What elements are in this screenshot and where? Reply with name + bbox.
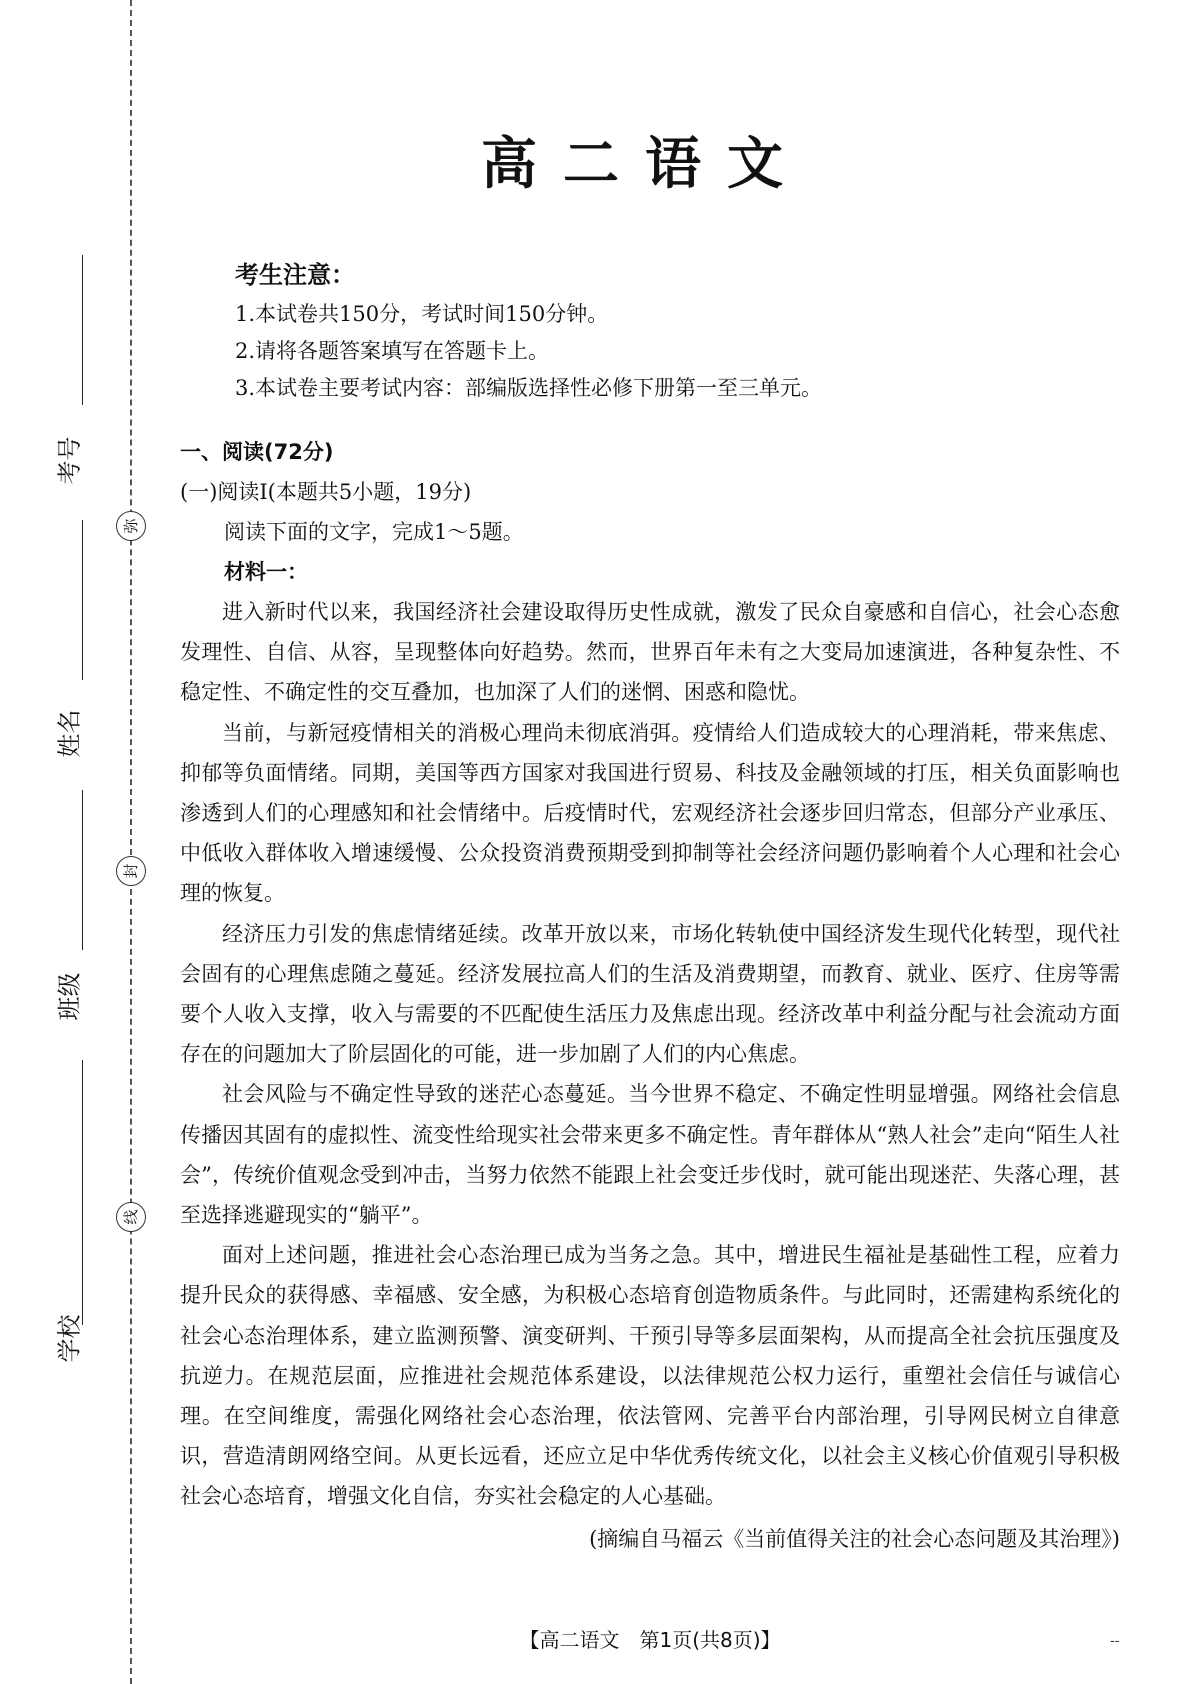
class-line [82, 790, 83, 950]
seal-dashed-line [130, 0, 132, 1684]
notice-item: 1.本试卷共150分，考试时间150分钟。 [235, 302, 609, 326]
notice-heading: 考生注意： [235, 261, 355, 289]
exam-number-label: 考号 [55, 436, 84, 485]
notice-item: 3.本试卷主要考试内容：部编版选择性必修下册第一至三单元。 [235, 376, 823, 400]
name-label: 姓名 [55, 709, 84, 758]
class-label: 班级 [55, 972, 84, 1021]
binding-strip [0, 0, 170, 1684]
notice-item: 2.请将各题答案填写在答题卡上。 [235, 339, 550, 363]
name-line [82, 520, 83, 680]
school-line [82, 1060, 83, 1325]
footer-mark: -- [1110, 1633, 1120, 1649]
exam-number-line [82, 255, 83, 405]
seal-mark-feng: 封 [116, 856, 146, 886]
material-paragraph: 社会风险与不确定性导致的迷茫心态蔓延。当今世界不稳定、不确定性明显增强。网络社会信息传播因其固有的虚拟性、流变性给现实社会带来更多不确定性。青年群体从“熟人社会”走向“陌生人社会”，传统价值观念受到冲击，当努力依然不能跟上社会变迁步伐时，就可能出现迷茫、失落心理，甚至选择逃避现实的“躺平”。 [180, 1082, 1120, 1228]
material-paragraph: 面对上述问题，推进社会心态治理已成为当务之急。其中，增进民生福祉是基础性工程，应着力提升民众的获得感、幸福感、安全感，为积极心态培育创造物质条件。与此同时，还需建构系统化的社会心态治理体系，建立监测预警、演变研判、干预引导等多层面架构，从而提高全社会抗压强度及抗逆力。在规范层面，应推进社会规范体系建设，以法律规范公权力运行，重塑社会信任与诚信心理。在空间维度，需强化网络社会心态治理，依法管网、完善平台内部治理，引导网民树立自律意识，营造清朗网络空间。从更长远看，还应立足中华优秀传统文化，以社会主义核心价值观引导积极社会心态培育，增强文化自信，夯实社会稳定的人心基础。 [180, 1243, 1120, 1509]
reading-instruction: 阅读下面的文字，完成1～5题。 [224, 520, 524, 544]
section-heading: 一、阅读(72分) [180, 440, 334, 464]
material-label: 材料一： [224, 560, 308, 584]
material-paragraph: 当前，与新冠疫情相关的消极心理尚未彻底消弭。疫情给人们造成较大的心理消耗，带来焦虑、抑郁等负面情绪。同期，美国等西方国家对我国进行贸易、科技及金融领域的打压，相关负面影响也渗透到人们的心理感知和社会情绪中。后疫情时代，宏观经济社会逐步回归常态，但部分产业承压、中低收入群体收入增速缓慢、公众投资消费预期受到抑制等社会经济问题仍影响着个人心理和社会心理的恢复。 [180, 720, 1120, 906]
material-source: (摘编自马福云《当前值得关注的社会心态问题及其治理》) [589, 1526, 1120, 1551]
material-paragraph: 进入新时代以来，我国经济社会建设取得历史性成就，激发了民众自豪感和自信心，社会心态愈发理性、自信、从容，呈现整体向好趋势。然而，世界百年未有之大变局加速演进，各种复杂性、不稳定性、不确定性的交互叠加，也加深了人们的迷惘、困惑和隐忧。 [180, 600, 1120, 705]
material-paragraph: 经济压力引发的焦虑情绪延续。改革开放以来，市场化转轨使中国经济发生现代化转型，现代社会固有的心理焦虑随之蔓延。经济发展拉高人们的生活及消费期望，而教育、就业、医疗、住房等需要个人收入支撑，收入与需要的不匹配使生活压力及焦虑出现。经济改革中利益分配与社会流动方面存在的问题加大了阶层固化的可能，进一步加剧了人们的内心焦虑。 [180, 921, 1120, 1067]
page-title: 高二语文 [481, 132, 809, 197]
exam-notice [235, 255, 1115, 407]
page-footer: 【高二语文 第1页(共8页)】 [519, 1628, 781, 1652]
seal-mark-mi: 弥 [116, 511, 146, 541]
section-subheading: (一)阅读Ⅰ(本题共5小题，19分) [180, 480, 472, 504]
reading-section [180, 432, 1120, 1559]
school-label: 学校 [55, 1314, 84, 1363]
seal-mark-xian: 线 [116, 1202, 146, 1232]
